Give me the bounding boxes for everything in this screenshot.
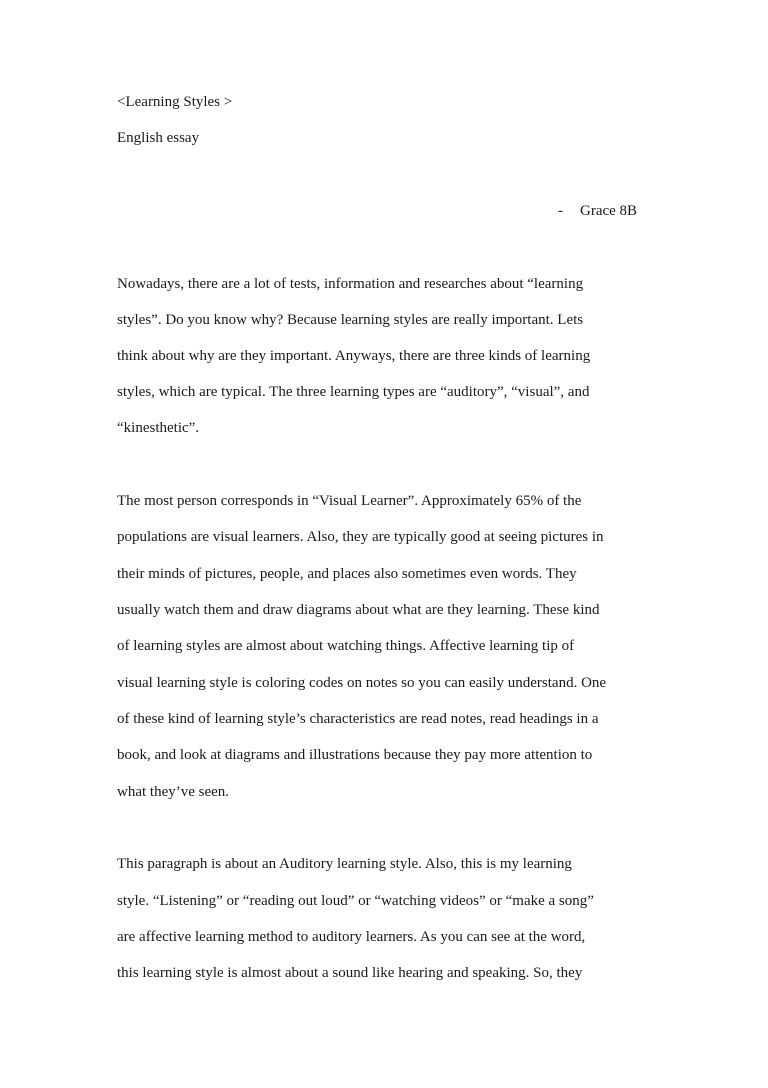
paragraph-2-line-5: of learning styles are almost about watching things. Affective learning tip of (117, 638, 575, 654)
paragraph-3-line-2: style. “Listening” or “reading out loud” or “watching videos” or “make a song” (117, 893, 594, 909)
paragraph-3-line-4: this learning style is almost about a sound like hearing and speaking. So, they (117, 965, 583, 981)
author-name: Grace 8B (580, 203, 638, 219)
paragraph-2-line-6: visual learning style is coloring codes on notes so you can easily understand. One (117, 675, 607, 691)
paragraph-1-line-2: styles”. Do you know why? Because learning styles are really important. Lets (117, 312, 584, 328)
paragraph-3-line-3: are affective learning method to auditory learners. As you can see at the word, (117, 929, 586, 945)
paragraph-2-line-2: populations are visual learners. Also, they are typically good at seeing pictures in (117, 529, 604, 545)
paragraph-1-line-5: “kinesthetic”. (117, 420, 200, 436)
paragraph-1-line-3: think about why are they important. Anyways, there are three kinds of learning (117, 348, 591, 364)
essay-subtitle: English essay (117, 130, 200, 146)
paragraph-1-line-4: styles, which are typical. The three learning types are “auditory”, “visual”, and (117, 384, 590, 400)
paragraph-3-line-1: This paragraph is about an Auditory learning style. Also, this is my learning (117, 856, 572, 872)
paragraph-2-line-8: book, and look at diagrams and illustrations because they pay more attention to (117, 747, 593, 763)
author-dash: - (558, 203, 563, 219)
paragraph-1-line-1: Nowadays, there are a lot of tests, information and researches about “learning (117, 276, 584, 292)
paragraph-2-line-1: The most person corresponds in “Visual Learner”. Approximately 65% of the (117, 493, 582, 509)
paragraph-2-line-4: usually watch them and draw diagrams about what are they learning. These kind (117, 602, 600, 618)
paragraph-2-line-7: of these kind of learning style’s characteristics are read notes, read headings in a (117, 711, 599, 727)
paragraph-2-line-3: their minds of pictures, people, and places also sometimes even words. They (117, 566, 577, 582)
essay-title: <Learning Styles > (117, 94, 233, 110)
paragraph-2-line-9: what they’ve seen. (117, 784, 230, 800)
